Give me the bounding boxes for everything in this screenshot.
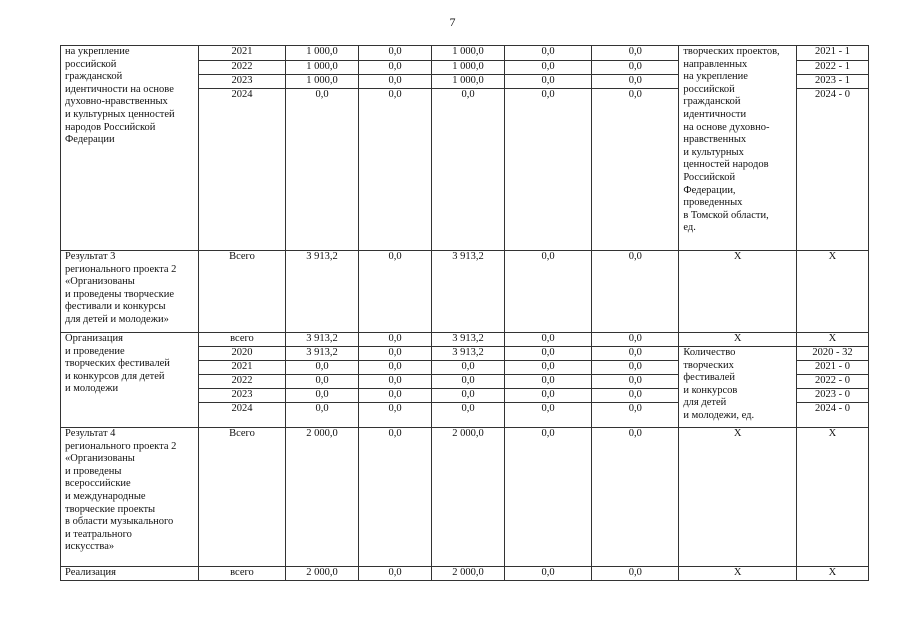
amount-cell: 0,0	[359, 361, 432, 375]
amount-cell: 0,0	[432, 403, 505, 428]
amount-cell: 0,0	[286, 403, 359, 428]
year-cell: всего	[198, 567, 285, 581]
year-cell: всего	[198, 333, 285, 347]
amount-cell: 0,0	[592, 403, 679, 428]
amount-cell: 0,0	[359, 567, 432, 581]
amount-cell: 1 000,0	[286, 61, 359, 75]
target-cell: 2021 - 0	[796, 361, 868, 375]
target-cell: 2024 - 0	[796, 89, 868, 251]
amount-cell: 0,0	[592, 46, 679, 61]
indicator-cell: Количество творческих фестивалей и конкурсов для детей и молодежи, ед.	[679, 347, 797, 428]
amount-cell: 0,0	[505, 567, 592, 581]
amount-cell: 0,0	[592, 428, 679, 567]
target-cell: Х	[796, 333, 868, 347]
amount-cell: 3 913,2	[432, 251, 505, 333]
amount-cell: 0,0	[286, 361, 359, 375]
amount-cell: 0,0	[359, 46, 432, 61]
amount-cell: 3 913,2	[286, 333, 359, 347]
year-cell: 2022	[198, 375, 285, 389]
amount-cell: 0,0	[505, 347, 592, 361]
year-cell: 2020	[198, 347, 285, 361]
amount-cell: 2 000,0	[286, 567, 359, 581]
amount-cell: 0,0	[286, 375, 359, 389]
amount-cell: 0,0	[505, 403, 592, 428]
amount-cell: 0,0	[592, 389, 679, 403]
amount-cell: 0,0	[505, 75, 592, 89]
amount-cell: 0,0	[286, 389, 359, 403]
amount-cell: 0,0	[432, 375, 505, 389]
indicator-cell: Х	[679, 333, 797, 347]
table-row	[61, 46, 869, 61]
target-cell: 2022 - 0	[796, 375, 868, 389]
year-cell: 2021	[198, 361, 285, 375]
target-cell: 2024 - 0	[796, 403, 868, 428]
target-cell: Х	[796, 428, 868, 567]
target-cell: 2023 - 1	[796, 75, 868, 89]
amount-cell: 0,0	[359, 61, 432, 75]
amount-cell: 0,0	[592, 347, 679, 361]
indicator-cell: Х	[679, 567, 797, 581]
year-cell: 2024	[198, 403, 285, 428]
year-cell: 2023	[198, 389, 285, 403]
amount-cell: 3 913,2	[432, 333, 505, 347]
result-name-cell: Результат 3 регионального проекта 2 «Организованы и проведены творческие фестивали и конкурсы для детей и молодежи»	[61, 251, 199, 333]
amount-cell: 0,0	[432, 389, 505, 403]
amount-cell: 0,0	[359, 375, 432, 389]
amount-cell: 0,0	[505, 251, 592, 333]
amount-cell: 3 913,2	[432, 347, 505, 361]
amount-cell: 0,0	[505, 333, 592, 347]
amount-cell: 0,0	[432, 361, 505, 375]
table-row	[61, 333, 869, 347]
amount-cell: 2 000,0	[286, 428, 359, 567]
target-cell: 2020 - 32	[796, 347, 868, 361]
table-row	[61, 428, 869, 567]
amount-cell: 0,0	[592, 333, 679, 347]
target-cell: 2021 - 1	[796, 46, 868, 61]
budget-table	[60, 45, 869, 581]
table-row	[61, 251, 869, 333]
amount-cell: 2 000,0	[432, 428, 505, 567]
amount-cell: 0,0	[359, 403, 432, 428]
year-cell: Всего	[198, 251, 285, 333]
amount-cell: 0,0	[592, 75, 679, 89]
amount-cell: 0,0	[359, 347, 432, 361]
indicator-cell: творческих проектов, направленных на укрепление российской гражданской идентичности на основе духовно- нравственных и культурных ценностей народов Российской Федерации, проведенных в Томской области, ед.	[679, 46, 797, 251]
year-cell: 2024	[198, 89, 285, 251]
indicator-cell: Х	[679, 251, 797, 333]
year-cell: Всего	[198, 428, 285, 567]
year-cell: 2022	[198, 61, 285, 75]
target-cell: Х	[796, 567, 868, 581]
amount-cell: 2 000,0	[432, 567, 505, 581]
amount-cell: 0,0	[505, 389, 592, 403]
amount-cell: 0,0	[592, 251, 679, 333]
amount-cell: 0,0	[592, 567, 679, 581]
table-row	[61, 567, 869, 581]
page-number: 7	[449, 15, 456, 29]
result-name-cell: Результат 4 регионального проекта 2 «Организованы и проведены всероссийские и международные творческие проекты в области музыкального и театрального искусства»	[61, 428, 199, 567]
target-cell: 2022 - 1	[796, 61, 868, 75]
amount-cell: 0,0	[359, 89, 432, 251]
amount-cell: 3 913,2	[286, 251, 359, 333]
amount-cell: 0,0	[592, 89, 679, 251]
amount-cell: 0,0	[359, 389, 432, 403]
target-cell: 2023 - 0	[796, 389, 868, 403]
amount-cell: 0,0	[505, 61, 592, 75]
amount-cell: 1 000,0	[432, 75, 505, 89]
amount-cell: 0,0	[286, 89, 359, 251]
amount-cell: 0,0	[592, 61, 679, 75]
amount-cell: 0,0	[359, 333, 432, 347]
amount-cell: 0,0	[432, 89, 505, 251]
amount-cell: 0,0	[505, 428, 592, 567]
amount-cell: 0,0	[592, 361, 679, 375]
indicator-cell: Х	[679, 428, 797, 567]
year-cell: 2023	[198, 75, 285, 89]
amount-cell: 1 000,0	[286, 46, 359, 61]
amount-cell: 0,0	[359, 251, 432, 333]
activity-name-cell: Реализация	[61, 567, 199, 581]
amount-cell: 1 000,0	[432, 46, 505, 61]
activity-name-cell: на укрепление российской гражданской идентичности на основе духовно-нравственных и культурных ценностей народов Российской Федерации	[61, 46, 199, 251]
amount-cell: 0,0	[359, 428, 432, 567]
amount-cell: 0,0	[505, 89, 592, 251]
amount-cell: 0,0	[359, 75, 432, 89]
target-cell: Х	[796, 251, 868, 333]
year-cell: 2021	[198, 46, 285, 61]
amount-cell: 1 000,0	[286, 75, 359, 89]
amount-cell: 3 913,2	[286, 347, 359, 361]
activity-name-cell: Организация и проведение творческих фестивалей и конкурсов для детей и молодежи	[61, 333, 199, 428]
amount-cell: 0,0	[505, 46, 592, 61]
amount-cell: 0,0	[505, 375, 592, 389]
amount-cell: 0,0	[592, 375, 679, 389]
amount-cell: 0,0	[505, 361, 592, 375]
amount-cell: 1 000,0	[432, 61, 505, 75]
